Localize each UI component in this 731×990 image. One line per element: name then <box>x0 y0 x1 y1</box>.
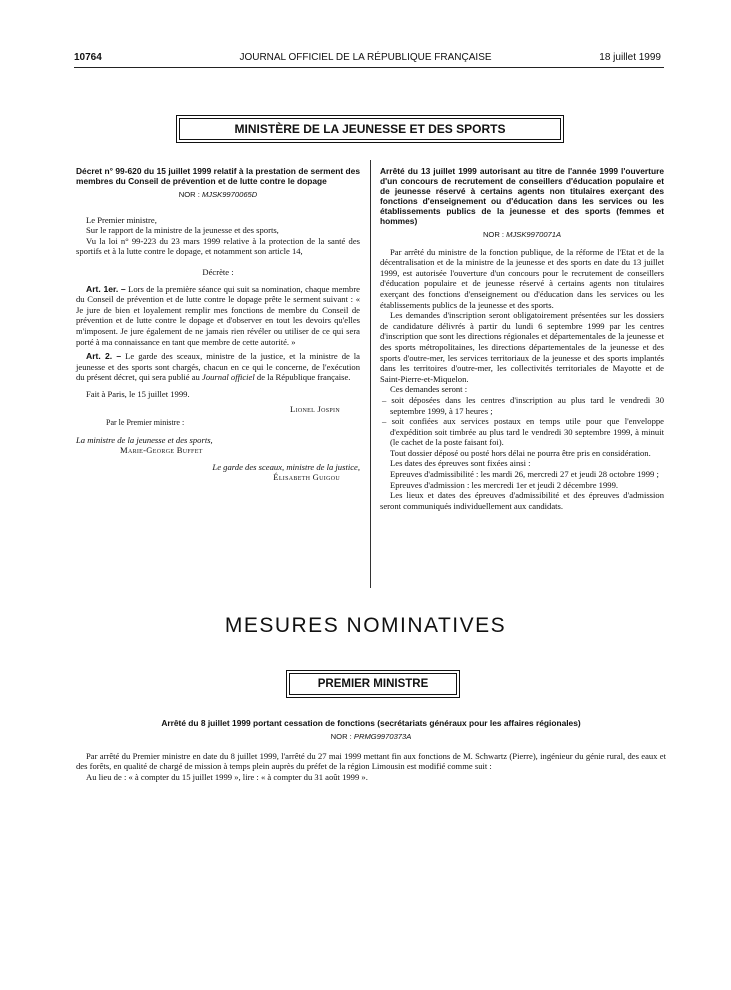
decree-nor <box>76 190 360 201</box>
arrete-p5: Les dates des épreuves sont fixées ainsi : <box>390 458 531 469</box>
issue-date: 18 juillet 1999 <box>599 52 661 63</box>
bottom-section <box>76 718 666 782</box>
done-at: Fait à Paris, le 15 juillet 1999. <box>86 388 190 399</box>
bottom-title: Arrêté du 8 juillet 1999 portant cessation de fonctions (secrétariats généraux pour les affaires régionales) <box>161 718 581 728</box>
article-1 <box>76 284 360 348</box>
arrete-p7: Epreuves d'admission : les mercredi 1er et jeudi 2 décembre 1999. <box>390 479 619 490</box>
article-2-text-b: de la République française. <box>256 372 351 383</box>
article-1-label: Art. 1er. – <box>86 283 126 294</box>
arrete-p1: Par arrêté du ministre de la fonction publique, de la réforme de l'Etat et de la décentralisation et de la ministre de la jeunesse et des sports en date du 13 juillet 1999, est autorisée l'ouverture d'un concours pour le recrutement de conseillers d'éducation populaire et de jeunesse réservé à certains agents non titulaires exerçant des fonctions d'enseignement ou d'éducation dans les services ou les établissements publics de la jeunesse et des sports. <box>380 246 664 310</box>
garde-role: Le garde des sceaux, ministre de la justice, <box>212 461 360 472</box>
column-divider <box>370 160 371 588</box>
par-le-premier-ministre: Par le Premier ministre : <box>106 418 185 428</box>
header-rule <box>74 67 664 68</box>
intro-premier: Le Premier ministre, <box>86 214 157 225</box>
arrete-p8: Les lieux et dates des épreuves d'admissibilité et des épreuves d'admission seront communiqués individuellement aux candidats. <box>380 490 664 511</box>
page-number: 10764 <box>74 52 102 63</box>
arrete-p6: Epreuves d'admissibilité : les mardi 26, mercredi 27 et jeudi 28 octobre 1999 ; <box>390 469 659 480</box>
article-1-text: Lors de la première séance qui suit sa nomination, chaque membre du Conseil de prévention et de lutte contre le dopage prête le serment suivant : « Je jure de bien et loyalement remplir mes fonctions de membre du Conseil de prévention et de lutte contre le dopage et d'observer en tout les devoirs qu'elles m'imposent. Je jure également de ne jamais rien révéler ou utiliser de ce qui sera porté à ma connaissance en tant que membre de cette autorité. » <box>76 283 360 347</box>
arrete-p3: Ces demandes seront : <box>390 384 468 395</box>
article-2-label: Art. 2. – <box>86 351 122 362</box>
list-item: – soit déposées dans les centres d'inscription au plus tard le vendredi 30 septembre 1999, à 17 heures ; <box>382 394 664 416</box>
nor-label: NOR : <box>330 732 352 741</box>
article-2-text-a: Le garde des sceaux, ministre de la justice, et la ministre de la jeunesse et des sports sont chargés, chacun en ce qui le concerne, de l'exécution du présent décret, qui sera publié au <box>76 351 360 383</box>
intro-vu: Vu la loi n° 99-223 du 23 mars 1999 relative à la protection de la santé des sportifs et à la lutte contre le dopage, et notamment son article 14, <box>76 235 360 257</box>
bottom-p2: Au lieu de : « à compter du 15 juillet 1999 », lire : « à compter du 31 août 1999 ». <box>86 771 368 782</box>
bottom-nor <box>76 732 666 743</box>
arrete-title: Arrêté du 13 juillet 1999 autorisant au titre de l'année 1999 l'ouverture d'un concours de recrutement de conseillers d'éducation populaire et de jeunesse réservé à certains agents non titulaires exerçant des fonctions d'enseignement ou d'éducation dans les services ou les établissements publics de la jeunesse et des sports (femmes et hommes) <box>380 166 664 226</box>
premier-heading-box <box>286 670 460 698</box>
nor-code: MJSK9970065D <box>201 190 258 199</box>
arrete-nor <box>380 230 664 241</box>
journal-title: JOURNAL OFFICIEL DE LA RÉPUBLIQUE FRANÇAISE <box>239 52 492 63</box>
bottom-p1: Par arrêté du Premier ministre en date du 8 juillet 1999, l'arrêté du 27 mai 1999 mettant fin aux fonctions de M. Schwartz (Pierre), ingénieur du génie rural, des eaux et des forêts, en qualité de chargé de mission à temps plein auprès du préfet de la région Limousin est modifié comme suit : <box>76 750 666 772</box>
arrete-p4: Tout dossier déposé ou posté hors délai ne pourra être pris en considération. <box>390 447 651 458</box>
list-item: – soit confiées aux services postaux en temps utile pour que l'enveloppe d'expédition soit timbrée au plus tard le vendredi 30 septembre 1999, à minuit (le cachet de la poste faisant foi). <box>382 416 664 448</box>
nor-label: NOR : <box>178 190 200 199</box>
garde-name: Élisabeth Guigou <box>273 472 340 483</box>
submission-list <box>380 395 664 448</box>
left-column <box>76 166 360 483</box>
ministry-heading: MINISTÈRE DE LA JEUNESSE ET DES SPORTS <box>179 118 561 140</box>
right-column <box>380 166 664 511</box>
nor-code: MJSK9970071A <box>506 230 562 239</box>
nor-code: PRMG9970373A <box>353 732 412 741</box>
decree-title: Décret n° 99-620 du 15 juillet 1999 relatif à la prestation de serment des membres du Conseil de prévention et de lutte contre le dopage <box>76 166 360 186</box>
minister-role: La ministre de la jeunesse et des sports, <box>76 434 213 445</box>
ministry-heading-box <box>176 115 564 143</box>
article-2 <box>76 351 360 383</box>
arrete-p2: Les demandes d'inscription seront obligatoirement présentées sur les dossiers de candidature délivrés à partir du lundi 6 septembre 1999 par les centres d'inscription que sont les directions régionales et départementales de la jeunesse et des sports métropolitaines, les directions départementales de la jeunesse et des sports d'outre-mer, les services territoriaux de la jeunesse et des sports implantés dans les territoires d'outre-mer, les collectivités territoriales de Mayotte et de Saint-Pierre-et-Miquelon. <box>380 310 664 384</box>
minister-name: Marie-George Buffet <box>120 445 203 456</box>
article-2-journal: Journal officiel <box>202 372 255 383</box>
intro-rapport: Sur le rapport de la ministre de la jeunesse et des sports, <box>86 225 279 236</box>
decrete: Décrète : <box>202 266 234 277</box>
section-heading: MESURES NOMINATIVES <box>224 614 507 637</box>
premier-heading: PREMIER MINISTRE <box>289 673 457 695</box>
nor-label: NOR : <box>482 230 505 239</box>
signer-jospin: Lionel Jospin <box>290 403 340 414</box>
